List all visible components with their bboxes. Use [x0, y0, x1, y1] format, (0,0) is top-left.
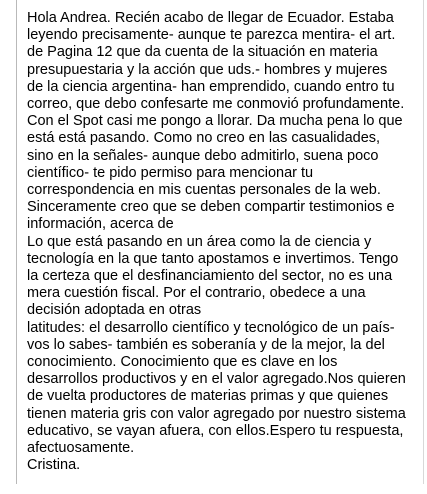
text-line: de Pagina 12 que da cuenta de la situación en materia: [27, 44, 378, 61]
message-panel: [16, 0, 424, 484]
text-line: Lo que está pasando en un área como la de ciencia y: [27, 233, 372, 250]
email-body: [27, 10, 423, 474]
text-line: desarrollos productivos y en el valor agregado.Nos quieren: [27, 371, 406, 388]
text-line: de vuelta productores de materias primas y que quienes: [27, 388, 389, 405]
text-line: leyendo precisamente- aunque te parezca mentira- el art.: [27, 27, 396, 44]
text-line: correo, que debo confesarte me conmovió profundamente.: [27, 96, 405, 113]
text-line: científico- te pido permiso para mencionar tu: [27, 164, 314, 181]
text-line: conocimiento. Conocimiento que es clave en los: [27, 354, 338, 371]
text-line: latitudes: el desarrollo científico y tecnológico de un país-: [27, 319, 395, 336]
text-line: la certeza que el desfinanciamiento del sector, no es una: [27, 268, 393, 285]
text-line: correspondencia en mis cuentas personales de la web.: [27, 182, 381, 199]
text-line: Sinceramente creo que se deben compartir testimonios e: [27, 199, 395, 216]
text-line: Con el Spot casi me pongo a llorar. Da mucha pena lo que: [27, 113, 403, 130]
text-line: sino en la señales- aunque debo admitirlo, suena poco: [27, 147, 379, 164]
text-line: decisión adoptada en otras: [27, 302, 202, 319]
text-line: información, acerca de: [27, 216, 174, 233]
text-line: de la ciencia argentina- han emprendido, cuando entro tu: [27, 78, 395, 95]
text-line: está está pasando. Como no creo en las casualidades,: [27, 130, 381, 147]
text-line: mera cuestión fiscal. Por el contrario, obedece a una: [27, 285, 366, 302]
text-line: tienen materia gris con valor agregado por nuestro sistema: [27, 405, 406, 422]
text-line: tecnología en la que tanto apostamos e invertimos. Tengo: [27, 250, 399, 267]
text-line: presupuestaria y la acción que uds.- hombres y mujeres: [27, 61, 388, 78]
text-line: Hola Andrea. Recién acabo de llegar de Ecuador. Estaba: [27, 10, 394, 26]
text-line: vos lo sabes- también es soberanía y de la mejor, la del: [27, 336, 385, 353]
text-line: educativo, se vayan afuera, con ellos.Espero tu respuesta,: [27, 422, 404, 439]
text-line: afectuosamente.: [27, 440, 135, 457]
signature: Cristina.: [27, 457, 81, 474]
